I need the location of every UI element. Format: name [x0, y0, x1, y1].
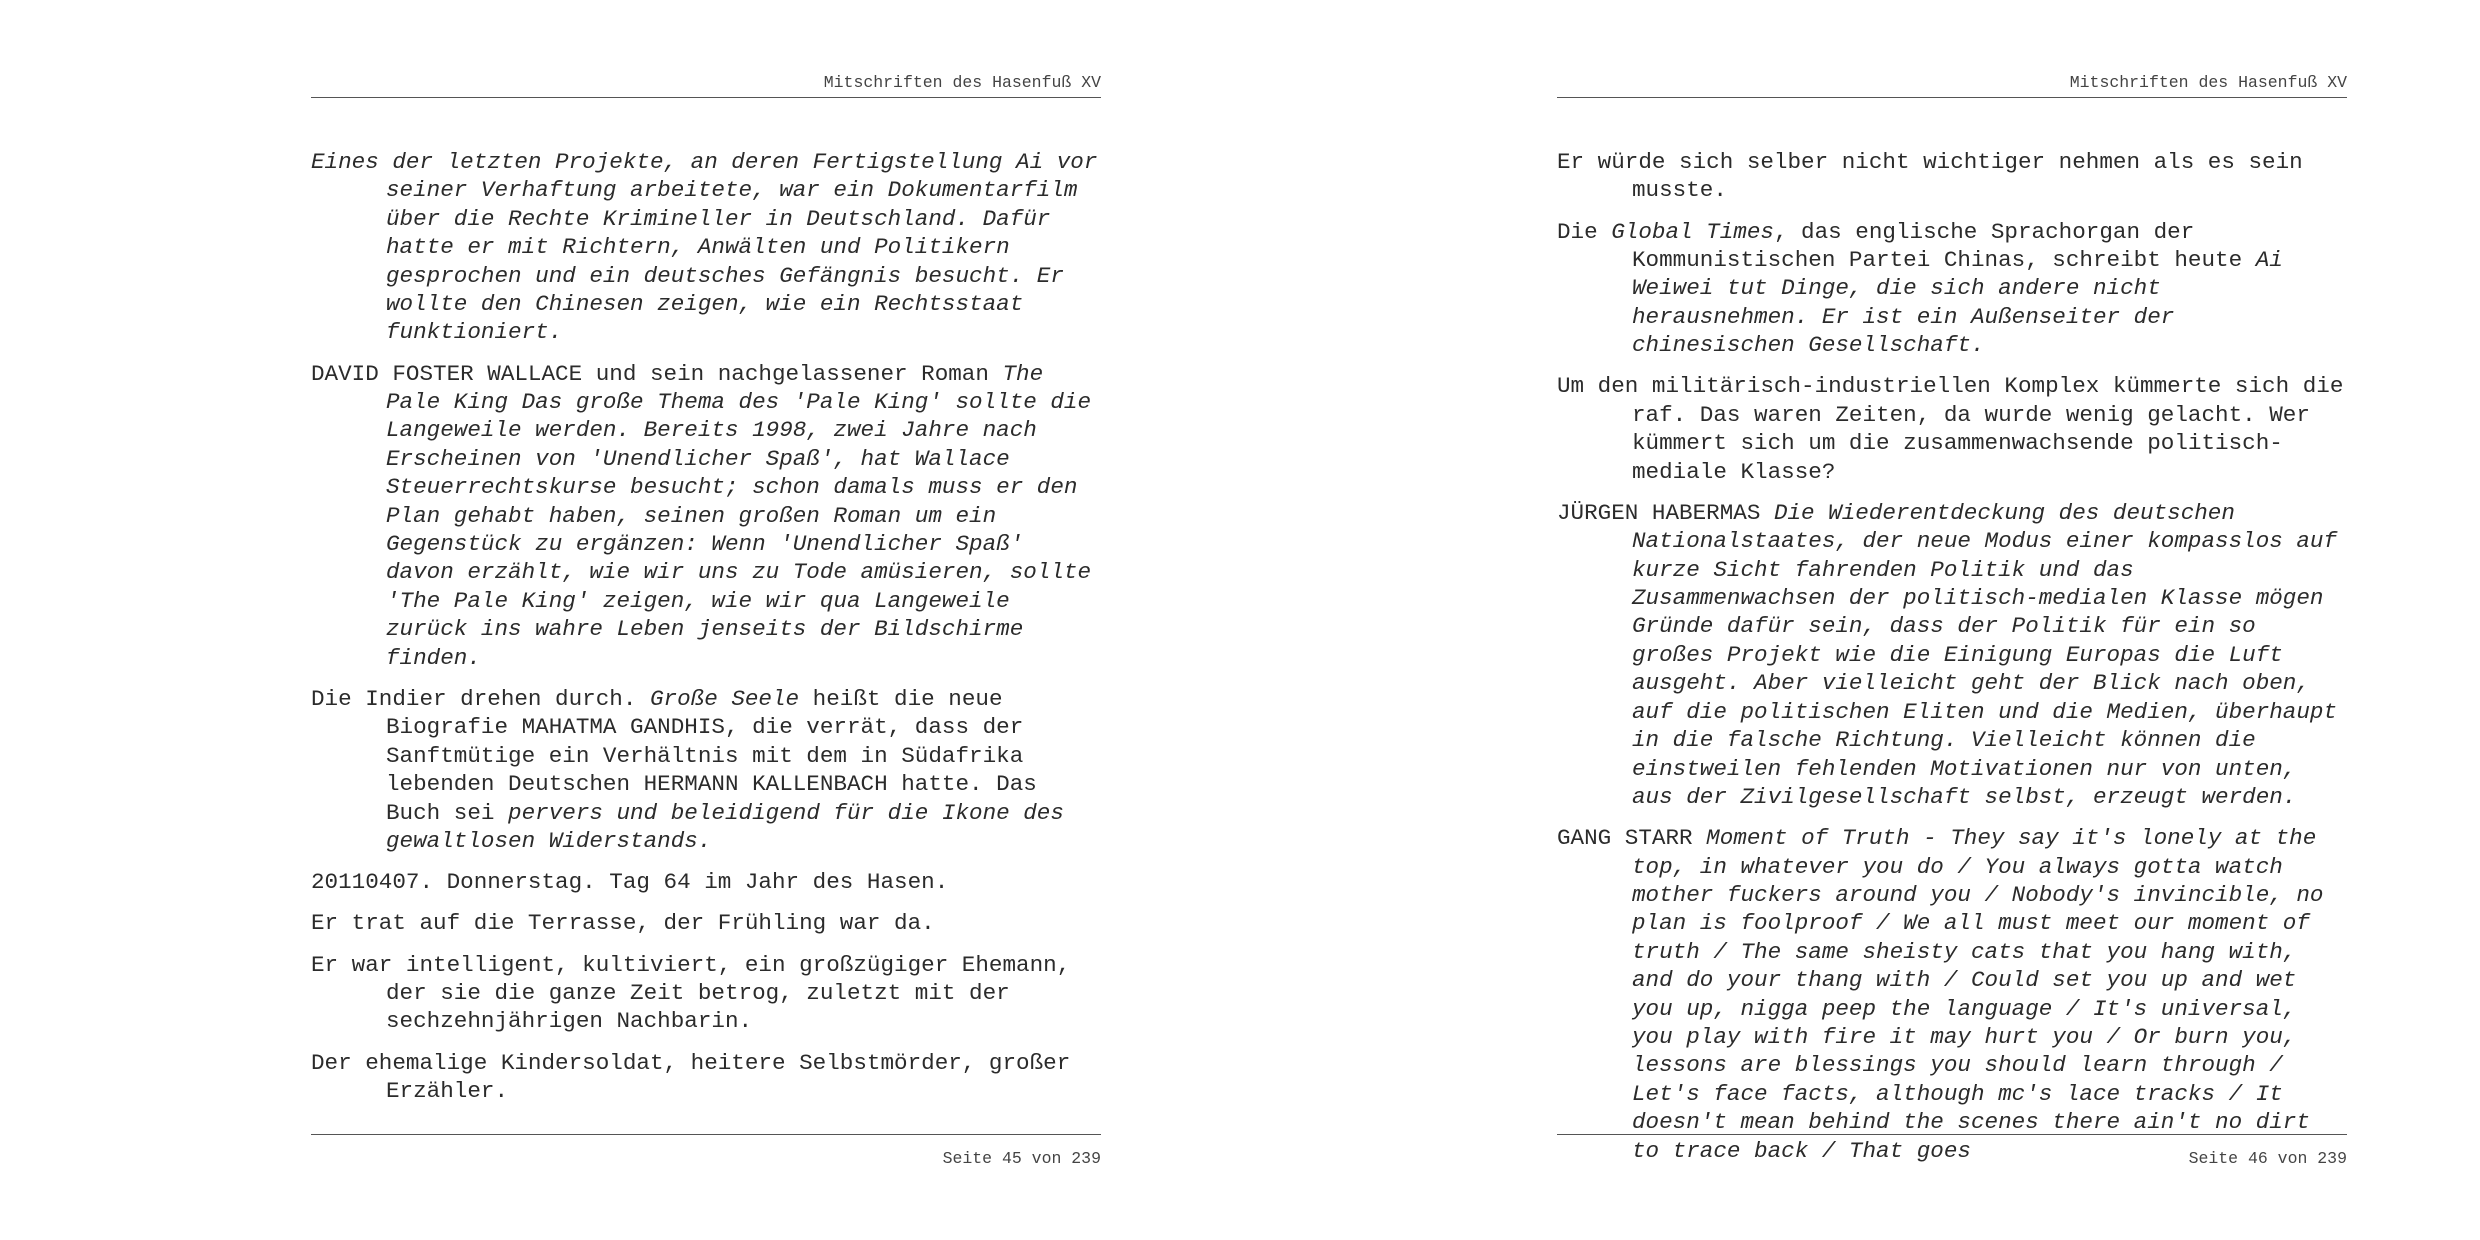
page-body — [311, 148, 1111, 1118]
text-run: 20110407. Donnerstag. Tag 64 im Jahr des Hasen. — [311, 869, 949, 896]
italic-text-run: pervers und beleidigend für die Ikone des gewaltlosen Widerstands. — [386, 799, 1078, 854]
italic-text-run: Die Wiederentdeckung des deutschen Nationalstaates, der neue Modus einer kompasslos auf kurze Sicht fahrenden Politik und das Zusammenwachsen der politisch-medialen Klasse mögen Gründe dafür sein, dass der Politik für ein so großes Projekt wie die Einigung Europas die Luft ausgeht. Aber vielleicht geht der Blick nach oben, auf die politischen Eliten und die Medien, überhaupt in die falsche Richtung. Vielleicht können die einstweilen fehlenden Motivationen nur von unten, aus der Zivilgesellschaft selbst, erzeugt werden. — [1632, 499, 2351, 810]
italic-text-run: Global Times — [1611, 218, 1774, 245]
italic-text-run: The Pale King Das große Thema des 'Pale King' sollte die Langeweile werden. Bereits 1998, zwei Jahre nach Erscheinen von 'Unendlicher Spaß', hat Wallace Steuerrechtskurse besucht; schon damals muss er den Plan gehabt haben, seinen großen Roman um ein Gegenstück zu ergänzen: Wenn 'Unendlicher Spaß' davon erzählt, wie wir uns zu Tode amüsieren, sollte 'The Pale King' zeigen, wie wir qua Langeweile zurück ins wahre Leben jenseits der Bildschirme finden. — [386, 360, 1105, 671]
paragraph — [1557, 218, 2347, 360]
italic-text-run: Ai Weiwei tut Dinge, die sich andere nicht herausnehmen. Er ist ein Außenseiter der chinesischen Gesellschaft. — [1632, 247, 2297, 359]
italic-text-run: Eines der letzten Projekte, an deren Fertigstellung Ai vor seiner Verhaftung arbeitete, war ein Dokumentarfilm über die Rechte Krimineller in Deutschland. Dafür hatte er mit Richtern, Anwälten und Politikern gesprochen und ein deutsches Gefängnis besucht. Er wollte den Chinesen zeigen, wie ein Rechtsstaat funktioniert. — [311, 149, 1111, 346]
running-header: Mitschriften des Hasenfuß XV — [2069, 73, 2347, 92]
text-run: Um den militärisch-industriellen Komplex kümmerte sich die raf. Das waren Zeiten, da wurde wenig gelacht. Wer kümmert sich um die zusammenwachsende politisch-mediale Klasse? — [1557, 373, 2357, 485]
text-run: Die — [1557, 218, 1612, 245]
italic-text-run: Große Seele — [649, 685, 800, 712]
page-number: Seite 46 von 239 — [2188, 1149, 2347, 1168]
text-run: JÜRGEN HABERMAS — [1557, 499, 1774, 526]
text-run: Er würde sich selber nicht wichtiger nehmen als es sein musste. — [1557, 149, 2317, 204]
paragraph — [1557, 824, 2347, 1165]
paragraph — [1557, 499, 2351, 811]
text-run: DAVID FOSTER WALLACE und sein nachgelassener Roman — [311, 360, 1003, 387]
text-run: Er war intelligent, kultiviert, ein großzügiger Ehemann, der sie die ganze Zeit betrog, zuletzt mit der sechzehnjährigen Nachbarin. — [311, 951, 1084, 1035]
right-page — [1557, 0, 2357, 1240]
paragraph — [311, 148, 1111, 347]
paragraph — [311, 1049, 1101, 1106]
paragraph — [311, 951, 1101, 1036]
text-run: GANG STARR — [1557, 825, 1707, 852]
text-run: Er trat auf die Terrasse, der Frühling war da. — [311, 910, 935, 937]
footer-rule — [1557, 1134, 2347, 1135]
footer-rule — [311, 1134, 1101, 1135]
text-run: , das englische Sprachorgan der Kommunistischen Partei Chinas, schreibt heute — [1632, 218, 2256, 274]
page-number: Seite 45 von 239 — [942, 1149, 1101, 1168]
text-run: Die Indier drehen durch. — [311, 685, 650, 712]
italic-text-run: Moment of Truth - They say it's lonely at the top, in whatever you do / You always gotta watch mother fuckers around you / Nobody's invincible, no plan is foolproof / We all must meet our moment of truth / The same sheisty cats that you hang with, and do your thang with / Could set you up and wet you up, nigga peep the language / It's universal, you play with fire it may hurt you / Or burn you, lessons are blessings you should learn through / Let's face facts, although mc's lace tracks / It doesn't mean behind the scenes there ain't no dirt to trace back / That goes — [1632, 825, 2338, 1164]
paragraph — [311, 685, 1101, 855]
paragraph — [311, 868, 1101, 896]
paragraph — [1557, 372, 2357, 486]
text-run: heißt die neue Biografie MAHATMA GANDHIS, die verrät, dass der Sanftmütige ein Verhältnis mit dem in Südafrika lebenden Deutschen HERMANN KALLENBACH hatte. Das Buch sei — [386, 685, 1051, 826]
paragraph — [1557, 148, 2347, 205]
page-body — [1557, 148, 2357, 1178]
paragraph — [311, 909, 1101, 937]
left-page — [311, 0, 1111, 1240]
paragraph — [311, 360, 1105, 672]
header-rule — [1557, 97, 2347, 98]
text-run: Der ehemalige Kindersoldat, heitere Selbstmörder, großer Erzähler. — [311, 1049, 1084, 1104]
running-header: Mitschriften des Hasenfuß XV — [823, 73, 1101, 92]
header-rule — [311, 97, 1101, 98]
